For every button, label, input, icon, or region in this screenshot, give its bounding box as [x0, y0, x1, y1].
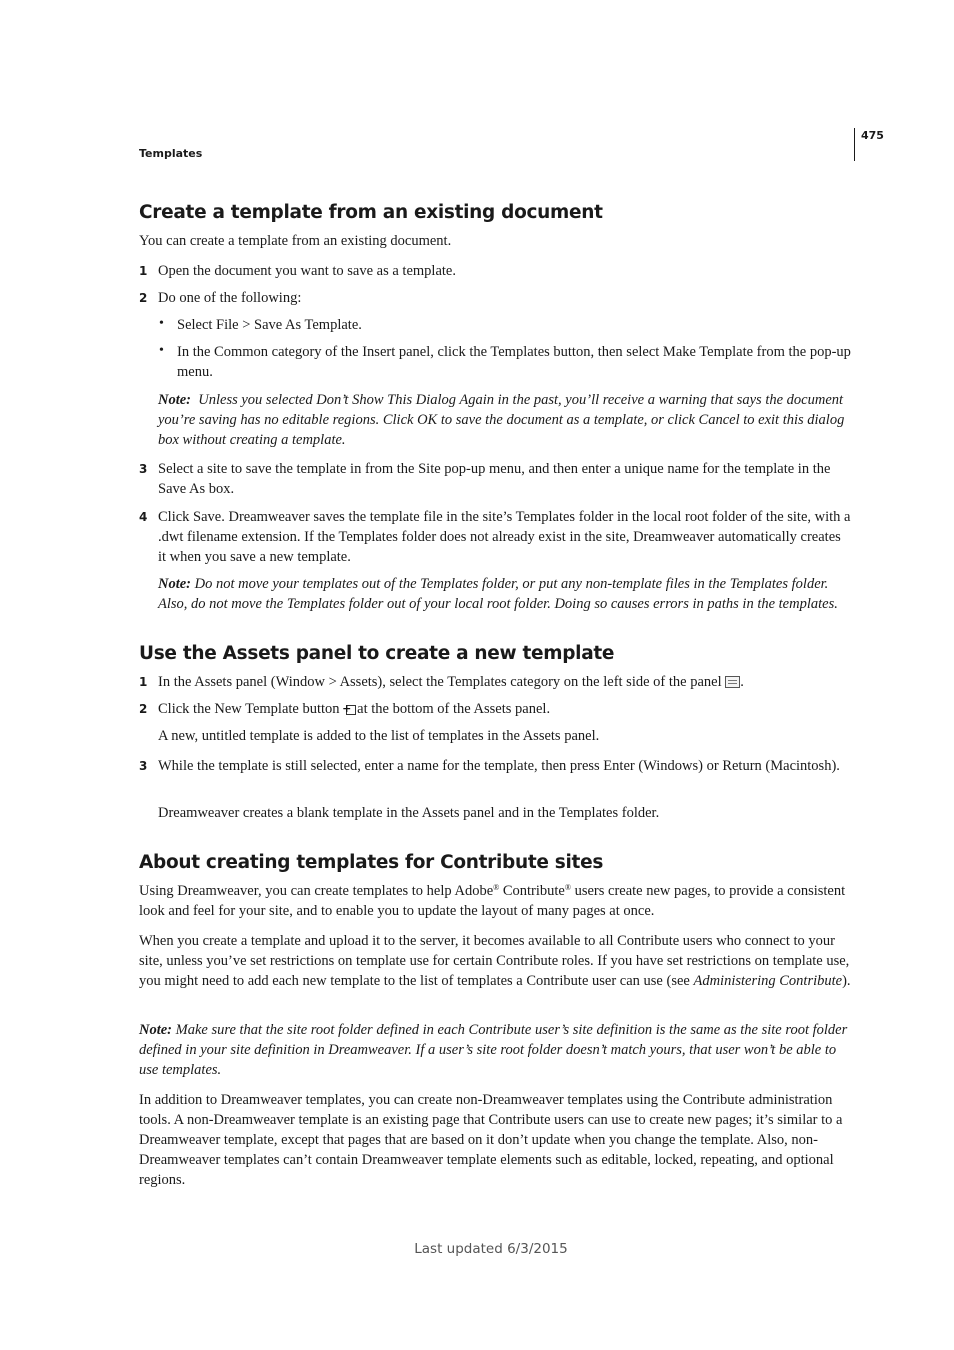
note-site-root-folder — [139, 1020, 851, 1080]
footer-last-updated: Last updated 6/3/2015 — [414, 1241, 568, 1257]
note-text: Make sure that the site root folder defined in each Contribute user’s site definition is the same as the site root folder defined in your site definition in Dreamweaver. If a user’s site root folder doesn’t match yours, that user won’t be able to use templates. — [139, 1022, 848, 1078]
contribute-paragraph-1 — [139, 881, 851, 921]
bullet-item-save-as-template: Select File > Save As Template. — [177, 317, 362, 333]
p1-part-a: Using Dreamweaver, you can create templates to help Adobe — [139, 883, 494, 899]
section-heading-create-from-existing: Create a template from an existing document — [139, 202, 603, 223]
header-rule — [854, 128, 855, 161]
page-number: 475 — [861, 129, 884, 142]
step-number: 1 — [139, 264, 148, 278]
step-text: While the template is still selected, enter a name for the template, then press Enter (Windows) or Return (Macintosh). — [158, 758, 840, 774]
p1-part-b: Contribute — [499, 883, 565, 899]
step-text: Select a site to save the template in from the Site pop-up menu, and then enter a unique name for the template in the Save As box. — [158, 461, 831, 497]
step-number: 3 — [139, 462, 148, 476]
p2-part-a: When you create a template and upload it to the server, it becomes available to all Contribute users who connect to your site, unless you’ve set restrictions on template use for certain Contribute roles. If you have set restrictions on template use, you might need to add each new template to the list of templates a Contribute user can use (see — [139, 933, 850, 989]
new-template-icon — [343, 703, 357, 716]
step-text — [158, 699, 851, 719]
note-no-editable-regions — [158, 390, 851, 450]
note-label: Note: — [158, 576, 192, 592]
running-head: Templates — [139, 147, 203, 160]
step-text-b: at the bottom of the Assets panel. — [357, 701, 551, 717]
step-3-result: Dreamweaver creates a blank template in the Assets panel and in the Templates folder. — [158, 805, 660, 821]
section-heading-contribute-sites: About creating templates for Contribute sites — [139, 852, 604, 873]
note-text: Do not move your templates out of the Templates folder, or put any non-template files in the Templates folder. Also, do not move the Templates folder out of your local root folder. Doing so causes errors in paths in the templates. — [158, 576, 838, 612]
step-2-result: A new, untitled template is added to the list of templates in the Assets panel. — [158, 728, 600, 744]
step-text-end: . — [740, 674, 744, 690]
step-number: 4 — [139, 510, 148, 524]
p2-part-c: ). — [842, 973, 851, 989]
step-number: 1 — [139, 675, 148, 689]
registered-mark: ® — [564, 883, 571, 892]
note-label: Note: — [158, 392, 192, 408]
note-do-not-move — [158, 574, 851, 614]
bullet-marker: • — [159, 316, 164, 331]
p1-part-c: users create new pages, to provide a consistent look and feel for your site, and to enable you to update the layout of many pages at once. — [139, 883, 846, 919]
registered-mark: ® — [493, 883, 500, 892]
step-text-main: In the Assets panel (Window > Assets), select the Templates category on the left side of the panel — [158, 674, 722, 690]
note-text: Unless you selected Don’t Show This Dialog Again in the past, you’ll receive a warning that says the document you’re saving has no editable regions. Click OK to save the document as a template, or click Cancel to exit this dialog box without creating a template. — [158, 392, 845, 448]
step-text — [158, 672, 851, 692]
contribute-paragraph-2 — [139, 931, 851, 991]
step-text: Open the document you want to save as a template. — [158, 263, 456, 279]
bullet-marker: • — [159, 343, 164, 358]
step-text-a: Click the New Template button — [158, 701, 340, 717]
section-heading-assets-panel: Use the Assets panel to create a new template — [139, 643, 615, 664]
step-number: 3 — [139, 759, 148, 773]
administering-contribute-reference: Administering Contribute — [693, 973, 843, 989]
contribute-paragraph-3: In addition to Dreamweaver templates, you can create non-Dreamweaver templates using the Contribute administration tools. A non-Dreamweaver template is an existing page that Contribute users can use to create new pages; it’s similar to a Dreamweaver template, except that pages that are based on it don’t update when you change the template. Also, non-Dreamweaver templates can’t contain Dreamweaver template elements such as editable, locked, repeating, and optional regions. — [139, 1092, 843, 1188]
step-number: 2 — [139, 702, 148, 716]
note-label: Note: — [139, 1022, 173, 1038]
bullet-item-insert-panel: In the Common category of the Insert panel, click the Templates button, then select Make Template from the pop-up menu. — [177, 344, 851, 380]
step-number: 2 — [139, 291, 148, 305]
step-text: Click Save. Dreamweaver saves the template file in the site’s Templates folder in the local root folder of the site, with a .dwt filename extension. If the Templates folder does not already exist in the site, Dreamweaver automatically creates it when you save a new template. — [158, 509, 851, 565]
section1-intro: You can create a template from an existing document. — [139, 233, 452, 249]
templates-category-icon — [725, 676, 740, 688]
step-text: Do one of the following: — [158, 290, 302, 306]
